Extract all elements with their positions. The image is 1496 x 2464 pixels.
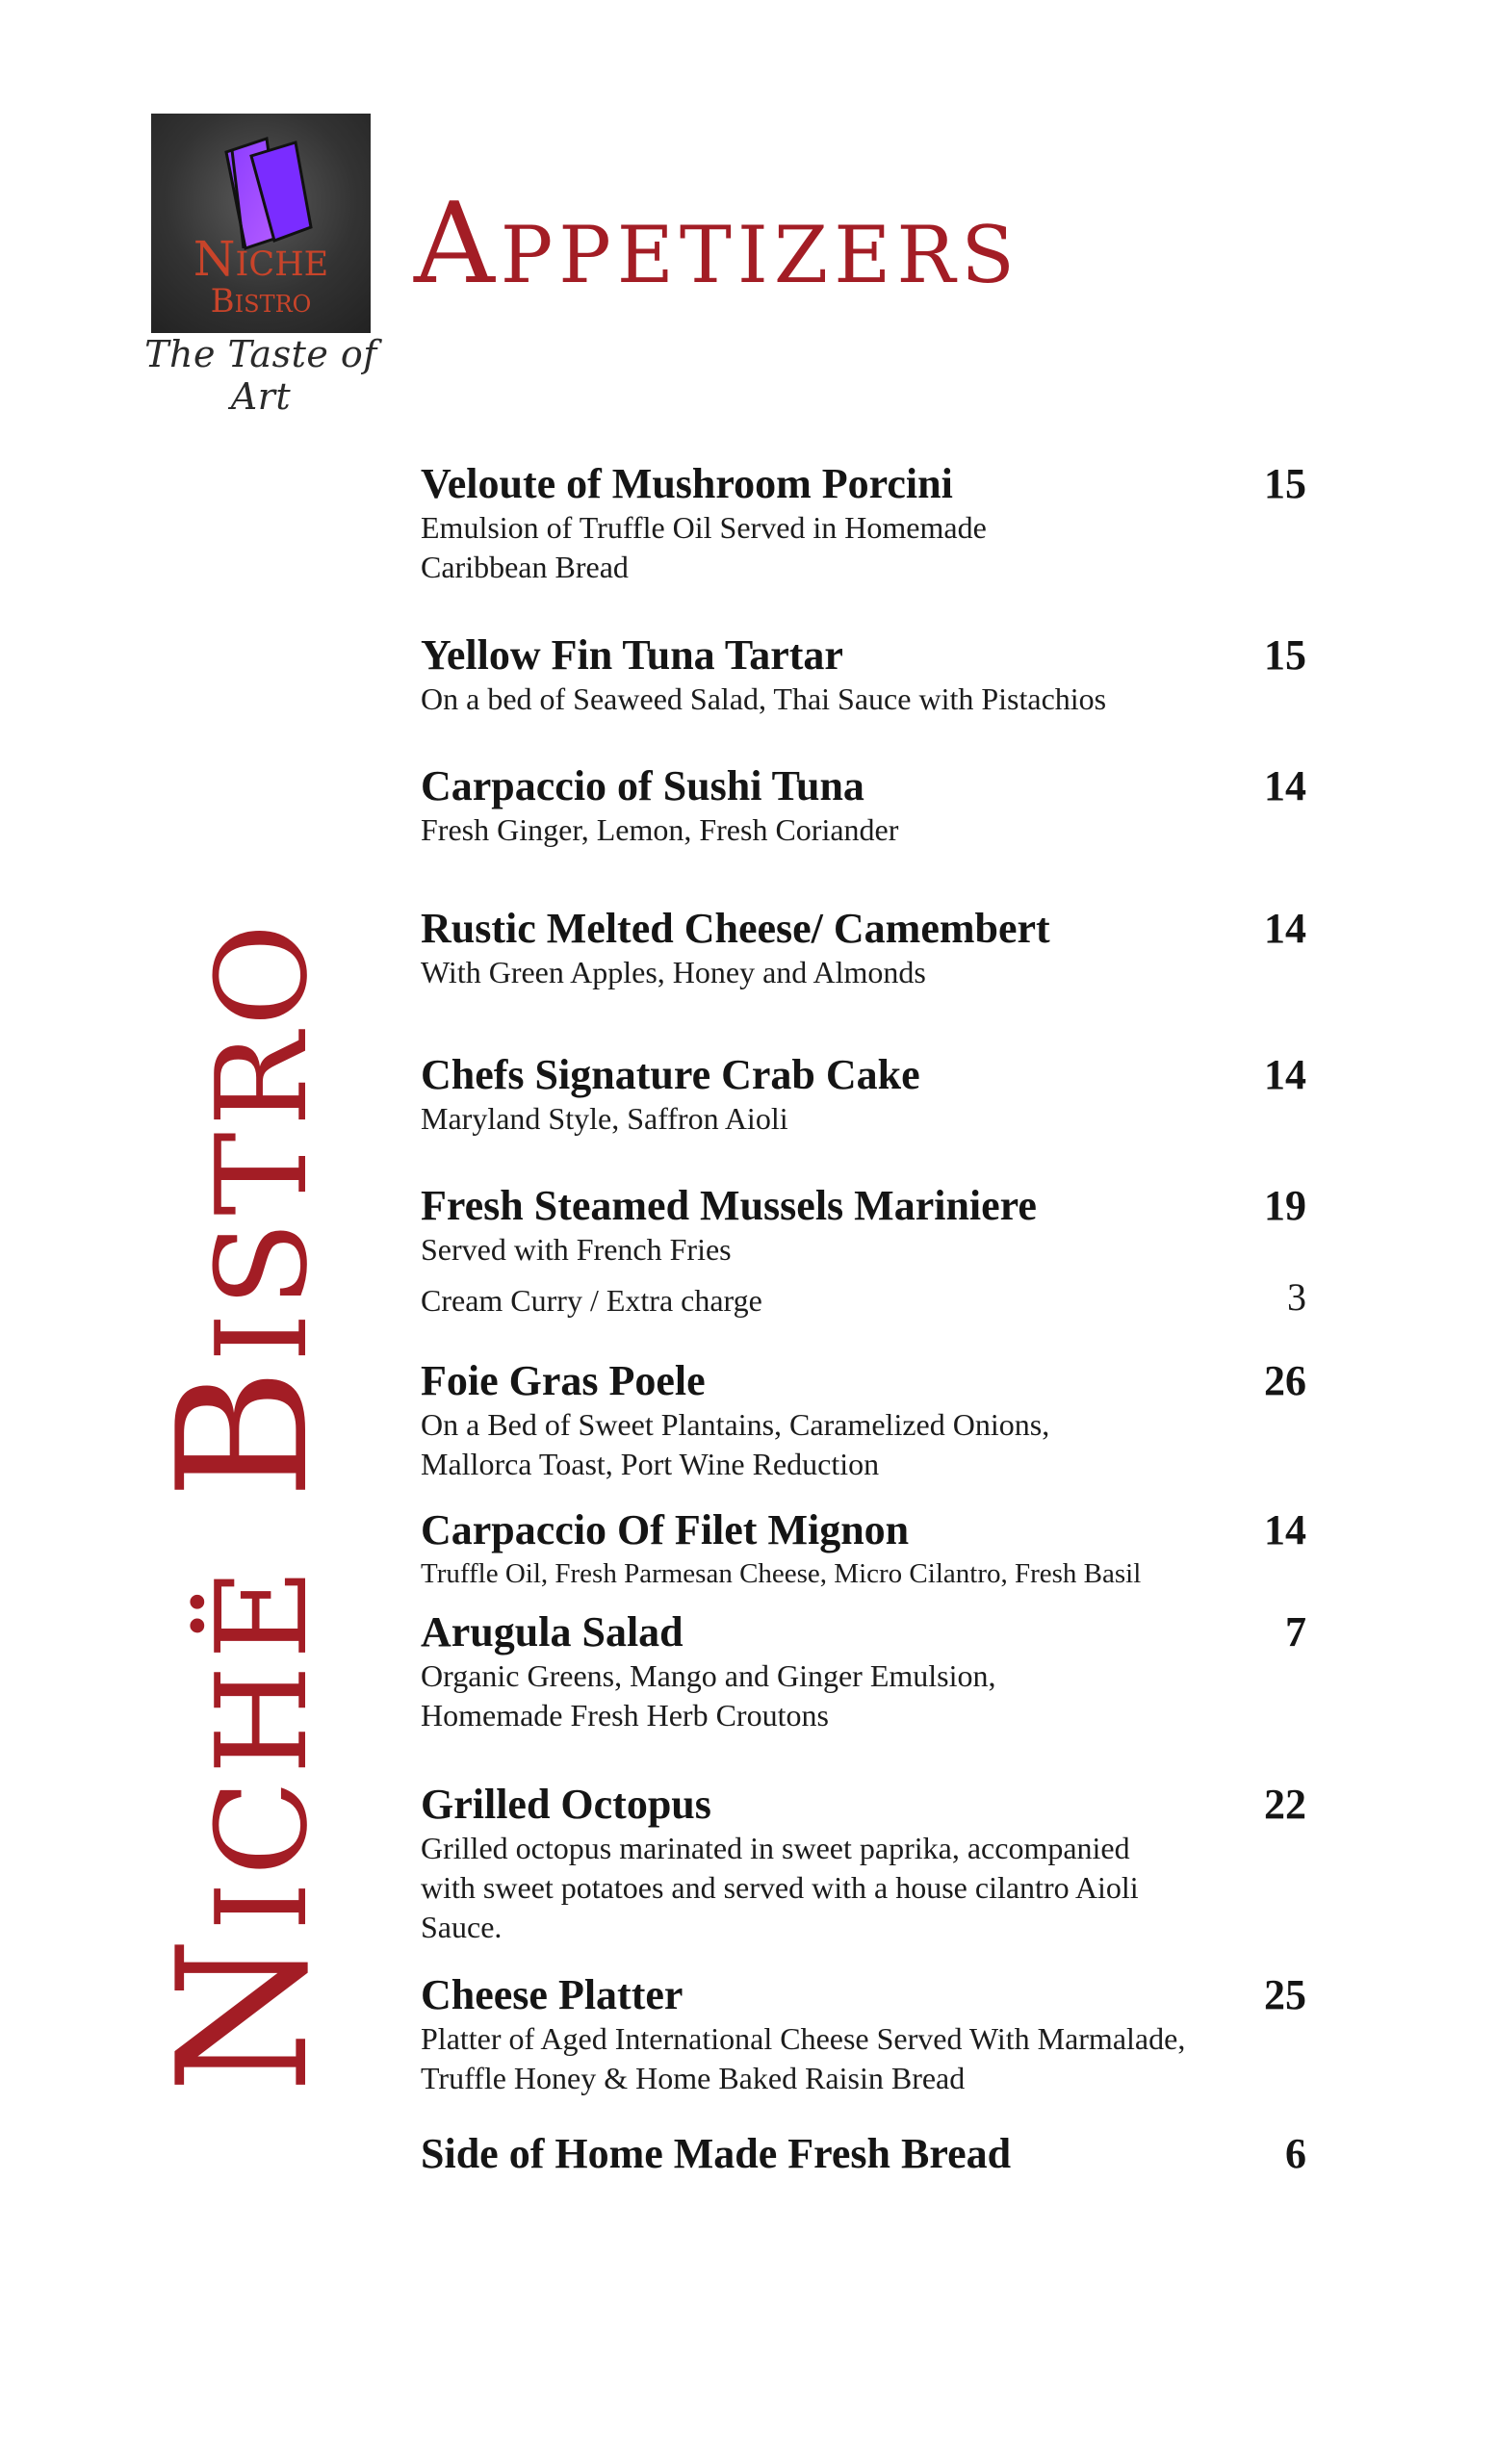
section-title: Appetizers — [414, 179, 1020, 309]
menu-item — [421, 2130, 1306, 2178]
logo-emblem-icon — [151, 114, 371, 333]
item-extra-option — [421, 1275, 1306, 1321]
item-name: Foie Gras Poele — [421, 1357, 706, 1404]
item-name: Veloute of Mushroom Porcini — [421, 460, 953, 507]
extra-price: 3 — [1287, 1275, 1306, 1319]
item-description: On a bed of Seaweed Salad, Thai Sauce with Pistachios — [421, 681, 1107, 716]
item-price: 15 — [1264, 631, 1306, 679]
item-description: Mallorca Toast, Port Wine Reduction — [421, 1447, 880, 1481]
item-name: Rustic Melted Cheese/ Camembert — [421, 905, 1050, 952]
item-price: 26 — [1264, 1357, 1306, 1404]
menu-item — [421, 1781, 1306, 1947]
item-description: Truffle Oil, Fresh Parmesan Cheese, Micro Cilantro, Fresh Basil — [421, 1558, 1142, 1589]
item-name: Arugula Salad — [421, 1608, 684, 1656]
menu-item — [421, 631, 1306, 719]
extra-label: Cream Curry / Extra charge — [421, 1283, 762, 1318]
item-description: Truffle Honey & Home Baked Raisin Bread — [421, 2061, 966, 2095]
item-price: 14 — [1264, 905, 1306, 952]
item-name: Side of Home Made Fresh Bread — [421, 2130, 1012, 2177]
item-description: Homemade Fresh Herb Croutons — [421, 1698, 829, 1732]
item-description: with sweet potatoes and served with a house cilantro Aioli — [421, 1870, 1139, 1905]
menu-item — [421, 1182, 1306, 1321]
item-name: Carpaccio of Sushi Tuna — [421, 762, 864, 809]
item-description: On a Bed of Sweet Plantains, Caramelized Onions, — [421, 1407, 1050, 1442]
menu-item — [421, 1506, 1306, 1594]
item-description: Served with French Fries — [421, 1232, 732, 1267]
item-name: Yellow Fin Tuna Tartar — [421, 631, 843, 679]
menu-item — [421, 1357, 1306, 1484]
item-description: Organic Greens, Mango and Ginger Emulsion, — [421, 1658, 996, 1693]
menu-item — [421, 460, 1306, 587]
item-name: Carpaccio Of Filet Mignon — [421, 1506, 910, 1553]
item-name: Grilled Octopus — [421, 1781, 711, 1828]
item-description: With Green Apples, Honey and Almonds — [421, 955, 926, 989]
item-price: 19 — [1264, 1182, 1306, 1229]
item-price: 6 — [1285, 2130, 1306, 2177]
menu-item — [421, 905, 1306, 992]
item-name: Cheese Platter — [421, 1971, 684, 2018]
item-price: 14 — [1264, 1506, 1306, 1553]
item-price: 22 — [1264, 1781, 1306, 1828]
brand-logo — [151, 114, 371, 333]
item-description: Grilled octopus marinated in sweet paprika, accompanied — [421, 1831, 1130, 1865]
item-description: Sauce. — [421, 1910, 503, 1944]
item-name: Chefs Signature Crab Cake — [421, 1051, 920, 1098]
item-price: 14 — [1264, 762, 1306, 809]
menu-item — [421, 762, 1306, 850]
item-description: Caribbean Bread — [421, 550, 629, 584]
item-price: 7 — [1285, 1608, 1306, 1656]
item-description: Emulsion of Truffle Oil Served in Homemade — [421, 510, 987, 545]
item-name: Fresh Steamed Mussels Mariniere — [421, 1182, 1037, 1229]
menu-item — [421, 1608, 1306, 1735]
item-price: 25 — [1264, 1971, 1306, 2018]
item-description: Platter of Aged International Cheese Served With Marmalade, — [421, 2021, 1186, 2056]
menu-item — [421, 1971, 1306, 2098]
item-price: 15 — [1264, 460, 1306, 507]
menu-list — [421, 0, 1306, 2464]
logo-text-niche: Niche — [193, 231, 329, 287]
logo-text-bistro: Bistro — [210, 282, 312, 321]
menu-item — [421, 1051, 1306, 1139]
item-price: 14 — [1264, 1051, 1306, 1098]
item-description: Maryland Style, Saffron Aioli — [421, 1101, 788, 1136]
side-brand-title: Nichë Bistro — [139, 917, 348, 2093]
tagline: The Taste of Art — [144, 333, 377, 418]
item-description: Fresh Ginger, Lemon, Fresh Coriander — [421, 812, 899, 847]
